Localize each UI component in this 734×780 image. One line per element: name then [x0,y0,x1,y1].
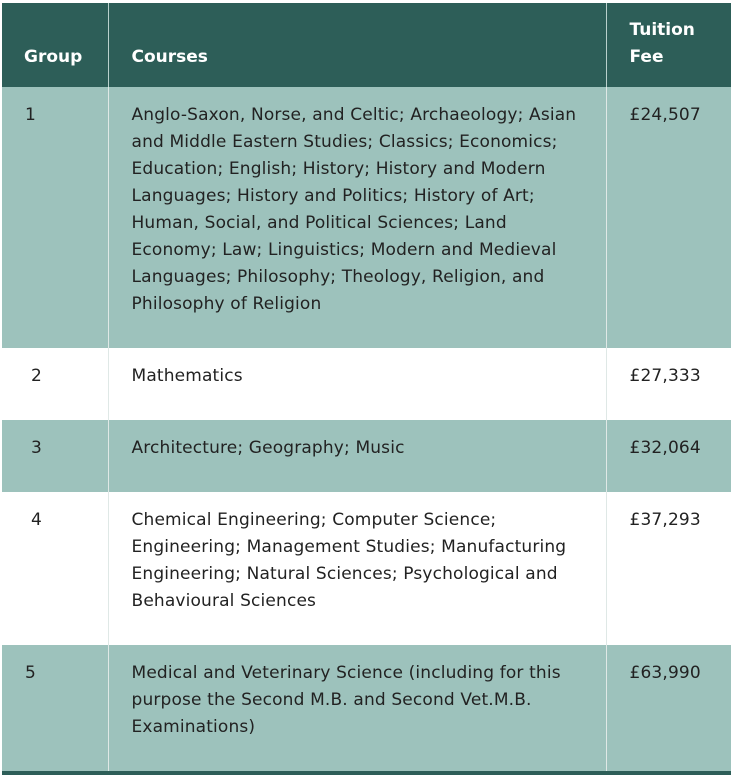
courses-list: Chemical Engineering; Computer Science; Engineering; Management Studies; Manufacturing Engineering; Natural Sciences; Psychological and Behavioural Sciences [108,492,606,645]
header-tuition-fee-line2: Fee [629,47,664,67]
tuition-fee-table [2,3,731,771]
tuition-fee: £27,333 [629,366,701,386]
header-courses: Courses [108,3,606,87]
group-number: 3 [2,420,108,492]
courses-list: Mathematics [108,348,606,420]
table-row [2,348,731,420]
header-row [2,3,731,87]
table-row [2,87,731,348]
table-body [2,87,731,771]
table-row [2,645,731,771]
group-number: 5 [2,645,108,771]
table-row [2,420,731,492]
tuition-fee: £32,064 [629,438,701,458]
header-tuition-fee-line1: Tuition [629,20,695,40]
courses-list: Architecture; Geography; Music [108,420,606,492]
table-row [2,492,731,645]
tuition-fee: £24,507 [629,105,701,125]
header-tuition-fee [606,3,731,87]
group-number: 4 [2,492,108,645]
group-number: 1 [2,87,108,348]
courses-list: Anglo-Saxon, Norse, and Celtic; Archaeology; Asian and Middle Eastern Studies; Classics; Economics; Education; English; History; History and Modern Languages; History and Politics; History of Art; Human, Social, and Political Sciences; Land Economy; Law; Linguistics; Modern and Medieval Languages; Philosophy; Theology, Religion, and Philosophy of Religion [108,87,606,348]
table-header [2,3,731,87]
table-bottom-border [2,771,731,775]
group-number: 2 [2,348,108,420]
courses-list: Medical and Veterinary Science (including for this purpose the Second M.B. and Second Vet.M.B. Examinations) [108,645,606,771]
tuition-fee: £63,990 [629,663,701,683]
header-group: Group [2,3,108,87]
tuition-fee: £37,293 [629,510,701,530]
